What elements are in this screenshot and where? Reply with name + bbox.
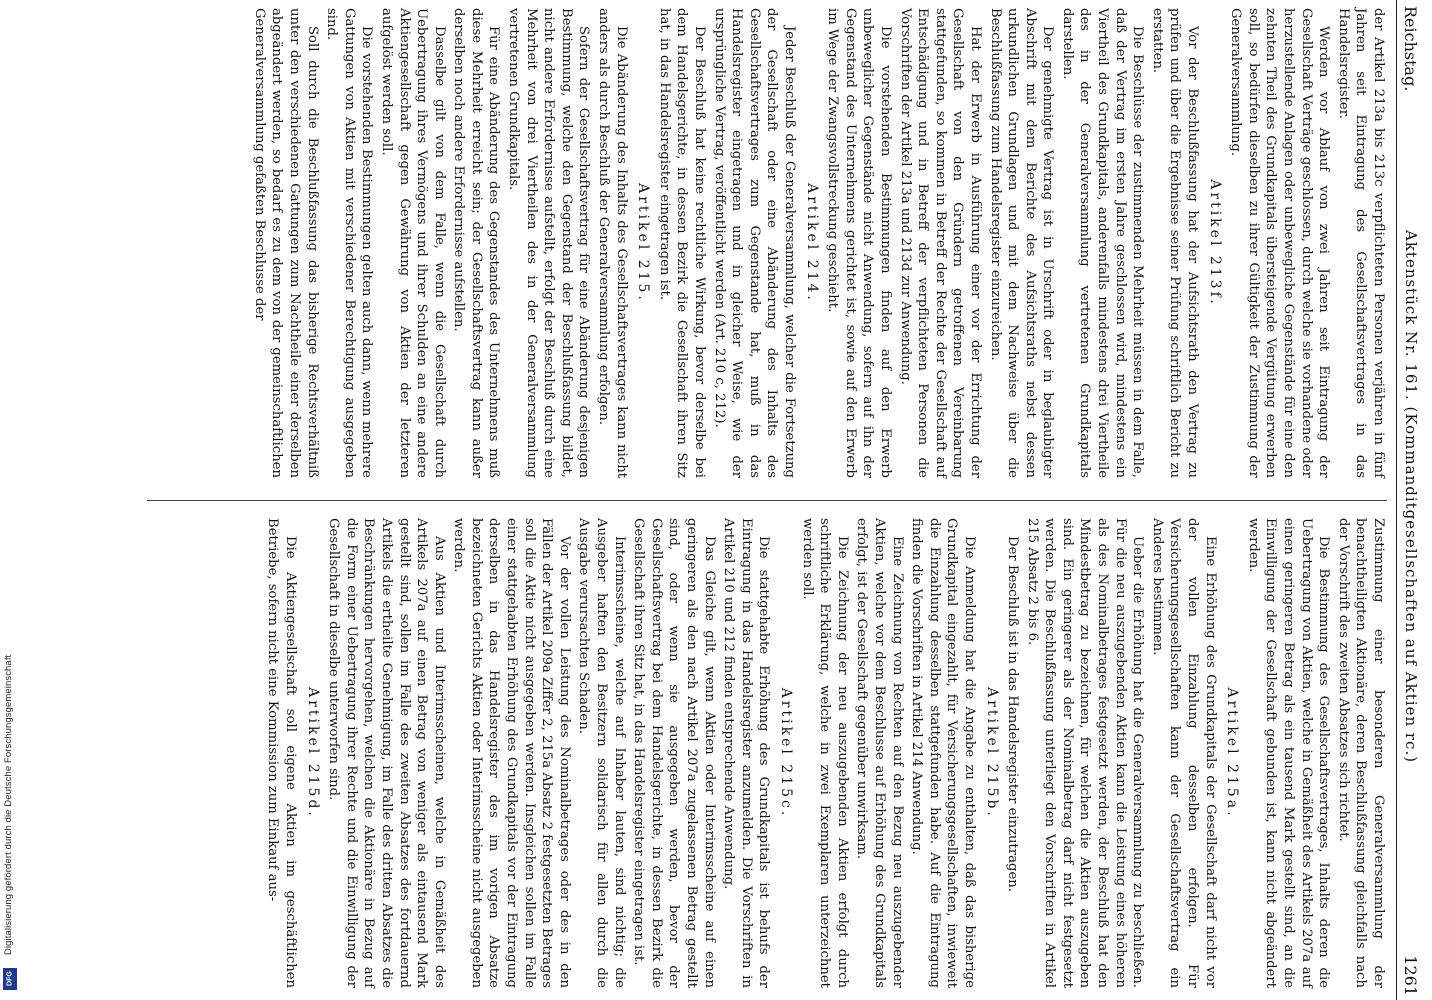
header-center — [1401, 230, 1419, 763]
page-header — [1396, 0, 1423, 1000]
paragraph: Für eine Abänderung des Gegenstandes des Unternehmens muß diese Mehrheit erreicht sein; der Gesellschaftsvertrag kann außer derselben noch andere Erfordernisse aufstellen. — [451, 8, 502, 478]
paragraph: Die Beschlüsse der zustimmenden Mehrheit müssen in dem Falle, daß der Vertrag im ersten Jahre geschlossen wird, mindestens ein Viertheil des Grundkapitals, anderenfalls mindestens drei Viertheile des in der Generalversammlung vertretenen Grundkapitals darstellen. — [1059, 8, 1146, 478]
paragraph: Die vorstehenden Bestimmungen gelten auch dann, wenn mehrere Gattungen von Aktien mit verschiedener Berechtigung ausgegeben sind. — [324, 8, 375, 478]
article-heading: Artikel 215. — [635, 183, 652, 303]
paragraph: Dasselbe gilt von dem Falle, wenn die Gesellschaft durch Uebertragung ihres Vermögens und ihrer Schulden an eine andere Aktiengesellschaft gegen Gewährung von Aktien der letzteren aufgelöst werden soll. — [378, 8, 447, 478]
article-heading: Artikel 215c. — [778, 687, 794, 819]
paragraph: Die Abänderung des Inhalts des Gesellschaftsvertrages kann nicht anders als durch Beschluß der Generalversammlung erfolgen. — [596, 8, 629, 478]
header-document-number: Aktenstück Nr. 161. — [1402, 230, 1420, 401]
paragraph: Die stattgehabte Erhöhung des Grundkapitals ist behufs der Eintragung in das Handelsregister anzumelden. Die Vorschriften in Artikel 210 und 212 finden entsprechende Anwendung. — [721, 518, 772, 988]
left-column — [248, 8, 1387, 478]
page-number: 1261 — [1401, 955, 1420, 996]
paragraph: Die Zeichnung der neu auszugebenden Aktien erfolgt durch schriftliche Erklärung, welche in zwei Exemplaren unterzeichnet werden soll. — [799, 518, 850, 988]
paragraph: Interimsscheine, welche auf Inhaber lauten, sind nichtig; die Ausgeber haften den Besitzern solidarisch für allen durch die Ausgabe verursachten Schaden. — [576, 518, 627, 988]
paragraph: Die vorstehenden Bestimmungen finden auf den Erwerb unbeweglicher Gegenstände nicht Anwendung, sofern auf ihn der Gegenstand des Unternehmens gerichtet ist, sowie auf den Erwerb im Wege der Zwangsvollstreckung geschieht. — [825, 8, 893, 478]
paragraph: Das Gleiche gilt, wenn Aktien oder Interimsscheine auf einen geringeren als den nach Artikel 207a zugelassenen Betrag gestellt sind, oder wenn sie ausgegeben werden, bevor der Gesellschaftsvertrag bei dem Handelsgerichte, in dessen Bezirk die Gesellschaft ihren Sitz hat, in das Handelsregister eingetragen ist. — [631, 518, 717, 988]
article-heading: Artikel 215d. — [304, 687, 321, 819]
header-document-subject: (Kommanditgesellschaften auf Aktien rc.) — [1402, 406, 1420, 764]
paragraph: Ueber die Erhöhung hat die Generalversammlung zu beschließen. Für die neu auszugebenden Aktien kann die Leistung eines höheren als des Nominalbetrages festgesetzt werden, der Beschluß hat den Mindestbetrag zu bezeichnen, für welchen die Aktien auszugeben sind. Ein geringerer als der Nominalbetrag darf nicht festgesetzt werden. Die Beschlußfassung unterliegt den Vorschriften in Artikel 215 Absatz 2 bis 6. — [1024, 518, 1146, 988]
digitization-strip — [0, 0, 22, 1000]
paragraph: Der Beschluß hat keine rechtliche Wirkung, bevor derselbe bei dem Handelsgerichte, in dessen Bezirk die Gesellschaft ihren Sitz hat, in das Handelsregister eingetragen ist. — [656, 8, 708, 478]
paragraph: Werden vor Ablauf von zwei Jahren seit Eintragung der Gesellschaft Verträge geschlossen, durch welche sie vorhandene oder herzustellende Anlagen oder unbewegliche Gegenstände für eine den zehnten Theil des Grundkapitals übersteigende Vergütung erwerben soll, so bedürfen dieselben zu ihrer Gültigkeit der Zustimmung der Generalversammlung. — [1228, 8, 1332, 478]
paragraph: der Artikel 213a bis 213c verpflichteten Personen verjähren in fünf Jahren seit Eintragung des Gesellschaftsvertrages in das Handelsregister. — [1335, 8, 1386, 478]
paragraph: Eine Erhöhung des Grundkapitals der Gesellschaft darf nicht vor der vollen Einzahlung desselben erfolgen. Für Versicherungsgesellschaften kann der Gesellschaftsvertrag ein Anderes bestimmen. — [1149, 518, 1218, 988]
paragraph: Jeder Beschluß der Generalversammlung, welcher die Fortsetzung der Gesellschaft oder eine Abänderung des Inhalts des Gesellschaftsvertrages zum Gegenstande hat, muß in das Handelsregister eingetragen und in gleicher Weise, wie der ursprüngliche Vertrag, veröffentlicht werden (Art. 210 c, 212). — [711, 8, 797, 478]
scanned-page-viewport — [128, 0, 1423, 1000]
paragraph: Vor der vollen Leistung des Nominalbetrages oder des in den Fällen der Artikel 209a Ziffer 2, 215a Absatz 2 festgesetzten Betrages soll die Aktie nicht ausgegeben werden. Insgleichen sollen im Falle einer stattgehabten Erhöhung des Grundkapitals vor der Eintragung derselben in das Handelsregister des im vorigen Absatze bezeichneten Gerichts Aktien oder Interimsscheine nicht ausgegeben werden. — [451, 518, 572, 988]
article-heading: Artikel 215b. — [983, 687, 1000, 819]
paragraph: Die Bestimmung des Gesellschaftsvertrages, Inhalts deren die Uebertragung von Aktien, welche in Gemäßheit des Artikels 207a auf einen geringeren Betrag als ein tausend Mark gestellt sind, an die Einwilligung der Gesellschaft gebunden ist, kann nicht abgeändert werden. — [1245, 518, 1332, 988]
article-heading: Artikel 215a. — [1224, 687, 1241, 819]
digitization-credit: Digitalisierung gefördert durch die Deutsche Forschungsgemeinschaft — [3, 654, 14, 955]
paragraph: Sofern der Gesellschaftsvertrag für eine Abänderung desjenigen Bestimmung, welche den Gegenstand der Beschlußfassung bildet, nicht andere Erfordernisse aufstellt, erfolgt der Beschluß durch eine Mehrheit von drei Viertheilen des in der Generalversammlung vertretenen Grundkapitals. — [506, 8, 592, 478]
paragraph: Eine Zeichnung von Rechten auf den Bezug neu auszugebender Aktien, welche vor dem Beschlusse auf Erhöhung des Grundkapitals erfolgt, ist der Gesellschaft gegenüber unwirksam. — [854, 518, 905, 988]
article-heading: Artikel 213f. — [1206, 179, 1223, 307]
header-left: Reichstag. — [1401, 6, 1420, 92]
paragraph: Der Beschluß ist in das Handelsregister einzutragen. — [1005, 536, 1021, 892]
column-divider — [147, 500, 1387, 501]
paragraph: Die Anmeldung hat die Angabe zu enthalten, daß das bisherige Grundkapital eingezahlt, für Versicherungsgesellschaften, inwieweit die Einzahlung desselben stattgefunden habe. Auf die Eintragung finden die Vorschriften in Artikel 214 Anwendung. — [909, 518, 977, 988]
paragraph: Soll durch die Beschlußfassung das bisherige Rechtsverhältniß unter den verschiedenen Gattungen zum Nachtheile einer derselben abgeändert werden, so bedarf es zu dem von der gemeinschaftlichen Generalversammlung gefaßten Beschlusse der — [251, 8, 320, 478]
paragraph: Zustimmung einer besonderen Generalversammlung der benachtheiligten Aktionäre, deren Beschlußfassung gleichfalls nach der Vorschrift des zweiten Absatzes sich richtet. — [1335, 518, 1386, 988]
dfg-logo: DFG — [3, 968, 17, 990]
scanned-page — [128, 0, 1423, 1000]
article-heading: Artikel 214. — [803, 183, 820, 303]
paragraph: Der genehmigte Vertrag ist in Urschrift oder in beglaubigter Abschrift mit dem Berichte des Aufsichtsraths nebst dessen urkundlichen Grundlagen und mit dem Nachweise über die Beschlußfassung zum Handelsregister einzureichen. — [987, 8, 1056, 478]
paragraph: Hat der Erwerb in Ausführung einer vor der Errichtung der Gesellschaft von den Gründern getroffenen Vereinbarung stattgefunden, so kommen in Betreff der Rechte der Gesellschaft auf Entschädigung und in Betreff der verpflichteten Personen die Vorschriften der Artikel 213a und 213d zur Anwendung. — [897, 8, 983, 478]
right-column — [262, 518, 1387, 988]
paragraph: Vor der Beschlußfassung hat der Aufsichtsrath den Vertrag zu prüfen und über die Ergebnisse seiner Prüfung schriftlich Bericht zu erstatten. — [1149, 8, 1201, 478]
paragraph: Aus Aktien und Interimsscheinen, welche in Gemäßheit des Artikels 207a auf einen Betrag von weniger als eintausend Mark gestellt sind, sollen im Falle des zweiten Absatzes des fortdauernd Artikels die ertheilte Genehmigung, im Falle des dritten Absatzes die Beschränkungen hervorgehen, welchen die Aktionäre in Bezug auf die Form einer Uebertragung ihrer Rechte und die Einwilligung der Gesellschaft in dieselbe unterworfen sind. — [326, 518, 447, 988]
paragraph: Die Aktiengesellschaft soll eigene Aktien im geschäftlichen Betriebe, sofern nicht eine Kommission zum Einkauf aus- — [265, 518, 298, 988]
